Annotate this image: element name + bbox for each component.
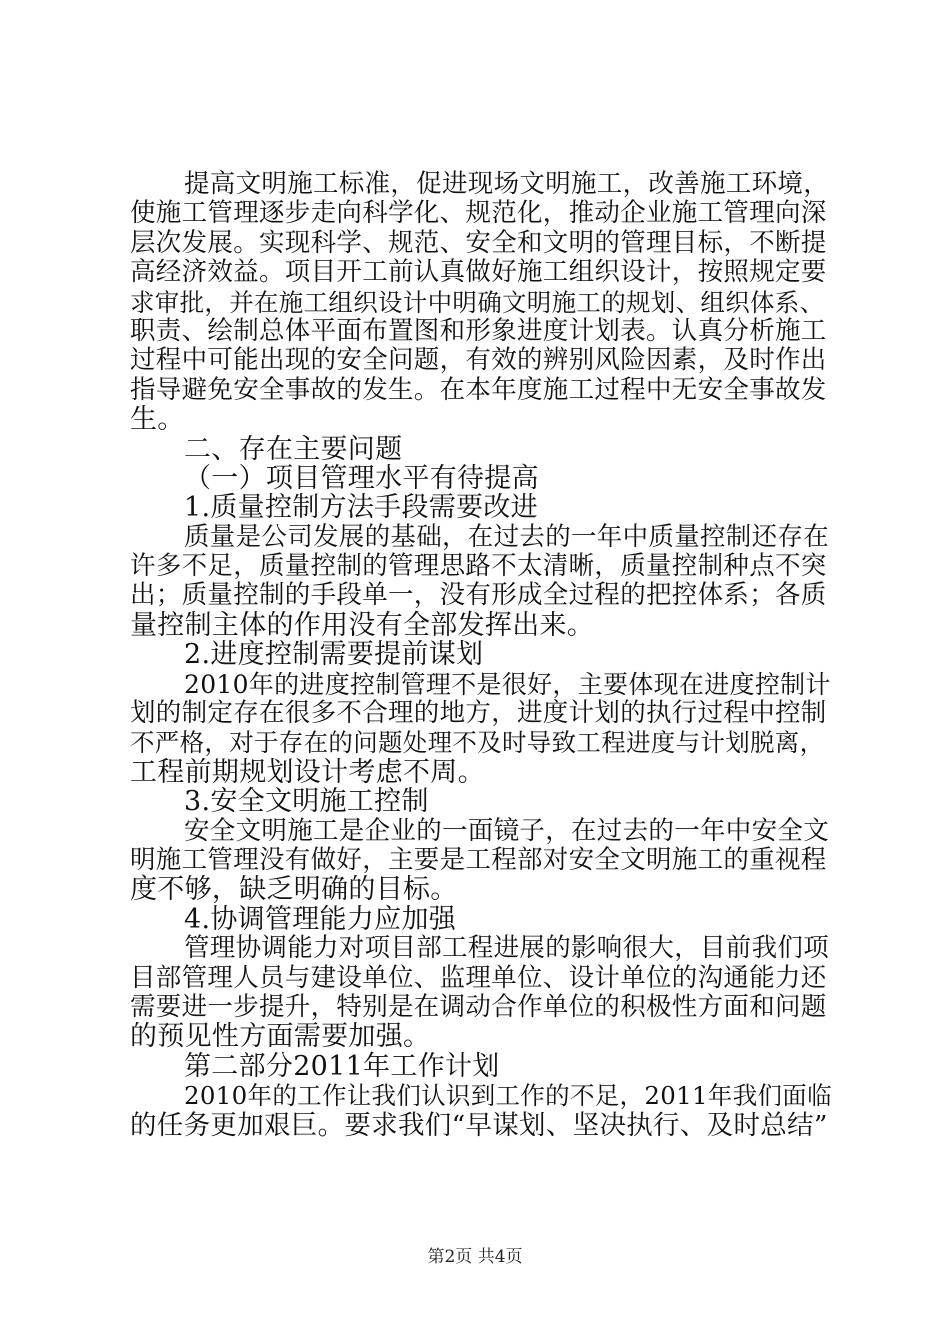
paragraph-line: 量控制主体的作用没有全部发挥出来。: [130, 609, 595, 641]
item-heading: 3.安全文明施工控制: [184, 786, 429, 818]
paragraph-line: 出；质量控制的手段单一，没有形成全过程的把控体系；各质: [130, 580, 827, 611]
paragraph-line: 划的制定存在很多不合理的地方，进度计划的执行过程中控制: [130, 698, 827, 729]
paragraph-line: 目部管理人员与建设单位、监理单位、设计单位的沟通能力还: [130, 962, 827, 993]
item-heading: 2.进度控制需要提前谋划: [184, 639, 484, 671]
paragraph-line: 工程前期规划设计考虑不周。: [130, 756, 485, 788]
paragraph-line: 安全文明施工是企业的一面镜子，在过去的一年中安全文: [184, 815, 830, 846]
page-number-footer: 第2页 共4页: [427, 1247, 523, 1267]
paragraph-line: 层次发展。实现科学、规范、安全和文明的管理目标，不断提: [130, 227, 827, 258]
paragraph-line: 的任务更加艰巨。要求我们“早谋划、坚决执行、及时总结”: [130, 1109, 828, 1141]
item-heading: 4.协调管理能力应加强: [184, 903, 457, 935]
paragraph-line: 需要进一步提升，特别是在调动合作单位的积极性方面和问题: [130, 991, 827, 1022]
part-heading: 第二部分2011年工作计划: [184, 1050, 500, 1082]
paragraph-line: 2010年的工作让我们认识到工作的不足，2011年我们面临: [184, 1081, 832, 1111]
paragraph-line: 许多不足，质量控制的管理思路不太清晰，质量控制种点不突: [130, 551, 827, 582]
item-heading: 1.质量控制方法手段需要改进: [184, 492, 538, 524]
paragraph-line: 求审批，并在施工组织设计中明确文明施工的规划、组织体系、: [130, 287, 825, 317]
paragraph-line: 高经济效益。项目开工前认真做好施工组织设计，按照规定要: [130, 257, 827, 288]
paragraph-line: 管理协调能力对项目部工程进展的影响很大，目前我们项: [184, 933, 830, 964]
paragraph-line: 提高文明施工标准，促进现场文明施工，改善施工环境，: [184, 169, 830, 199]
paragraph-line: 的预见性方面需要加强。: [130, 1021, 431, 1053]
section-heading: 二、存在主要问题: [184, 433, 403, 465]
paragraph-line: 质量是公司发展的基础，在过去的一年中质量控制还存在: [184, 521, 830, 552]
paragraph-line: 过程中可能出现的安全问题，有效的辨别风险因素，及时作出: [130, 345, 827, 376]
subsection-heading: （一）项目管理水平有待提高: [184, 462, 539, 494]
paragraph-line: 使施工管理逐步走向科学化、规范化，推动企业施工管理向深: [130, 198, 827, 229]
paragraph-line: 生。: [130, 404, 185, 436]
document-body: [130, 170, 834, 1140]
paragraph-line: 度不够，缺乏明确的目标。: [130, 874, 458, 906]
paragraph-line: 职责、绘制总体平面布置图和形象进度计划表。认真分析施工: [130, 315, 827, 346]
paragraph-line: 明施工管理没有做好，主要是工程部对安全文明施工的重视程: [130, 844, 827, 875]
paragraph-line: 2010年的进度控制管理不是很好，主要体现在进度控制计: [184, 669, 831, 699]
paragraph-line: 不严格，对于存在的问题处理不及时导致工程进度与计划脱离，: [130, 728, 825, 758]
paragraph-line: 指导避免安全事故的发生。在本年度施工过程中无安全事故发: [130, 374, 827, 405]
